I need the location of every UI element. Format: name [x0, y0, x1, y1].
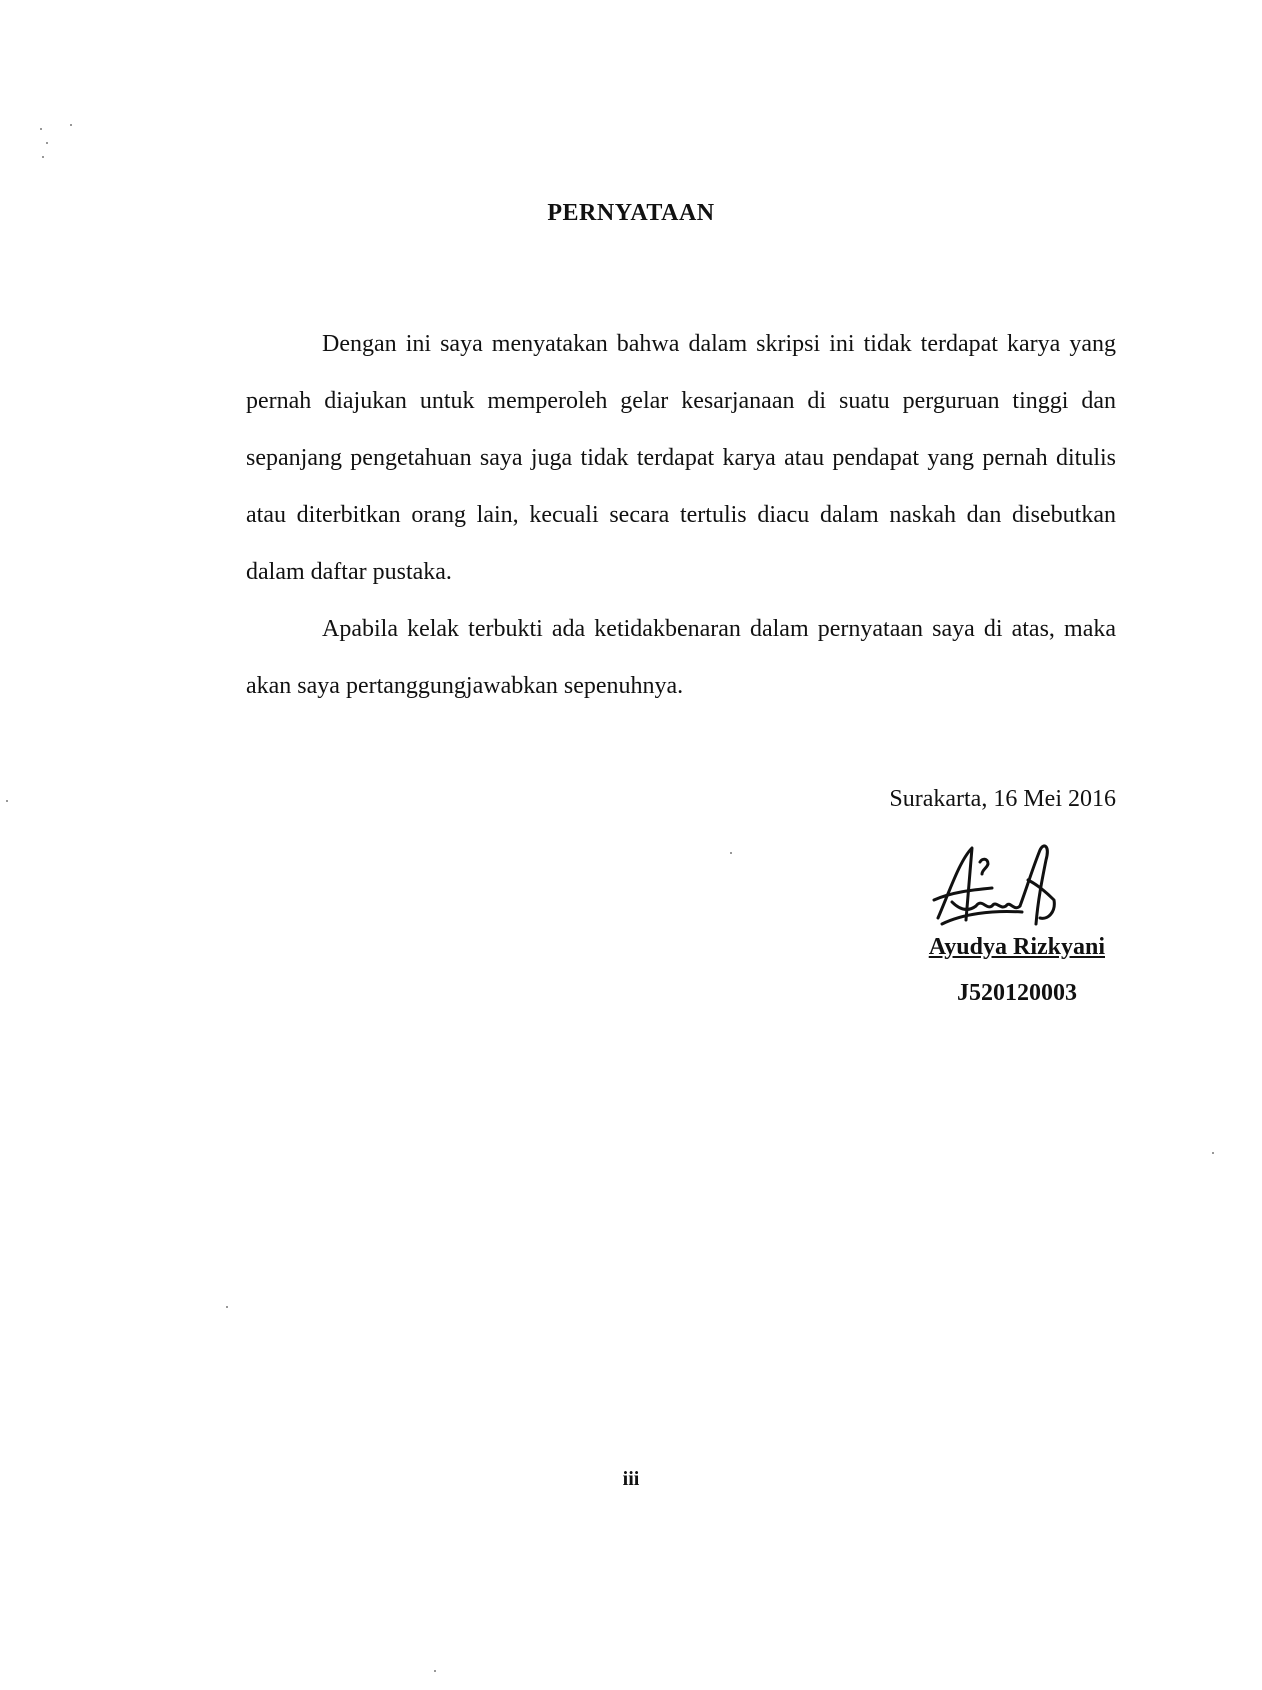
- scan-speck: [434, 1670, 436, 1672]
- signer-name: Ayudya Rizkyani: [928, 934, 1105, 960]
- scan-speck: [40, 128, 42, 130]
- scan-speck: [226, 1306, 228, 1308]
- signer-id: J520120003: [957, 980, 1077, 1006]
- scan-speck: [70, 124, 72, 126]
- statement-paragraph-1: Dengan ini saya menyatakan bahwa dalam skripsi ini tidak terdapat karya yang pernah diajukan untuk memperoleh gelar kesarjanaan di suatu perguruan tinggi dan sepanjang pengetahuan saya juga tidak terdapat karya atau pendapat yang pernah ditulis atau diterbitkan orang lain, kecuali secara tertulis diacu dalam naskah dan disebutkan dalam daftar pustaka.: [246, 331, 1116, 585]
- page-title: PERNYATAAN: [547, 200, 715, 226]
- statement-paragraph-2: Apabila kelak terbukti ada ketidakbenaran dalam pernyataan saya di atas, maka akan saya pertanggungjawabkan sepenuhnya.: [246, 616, 1116, 699]
- scan-speck: [6, 800, 8, 802]
- statement-body: [246, 316, 1116, 715]
- scan-speck: [42, 156, 44, 158]
- scan-speck: [730, 852, 732, 854]
- scan-speck: [1212, 1152, 1214, 1154]
- handwritten-signature: [932, 840, 1062, 930]
- scan-speck: [46, 142, 48, 144]
- page-number: iii: [622, 1468, 640, 1490]
- place-date: Surakarta, 16 Mei 2016: [889, 786, 1116, 812]
